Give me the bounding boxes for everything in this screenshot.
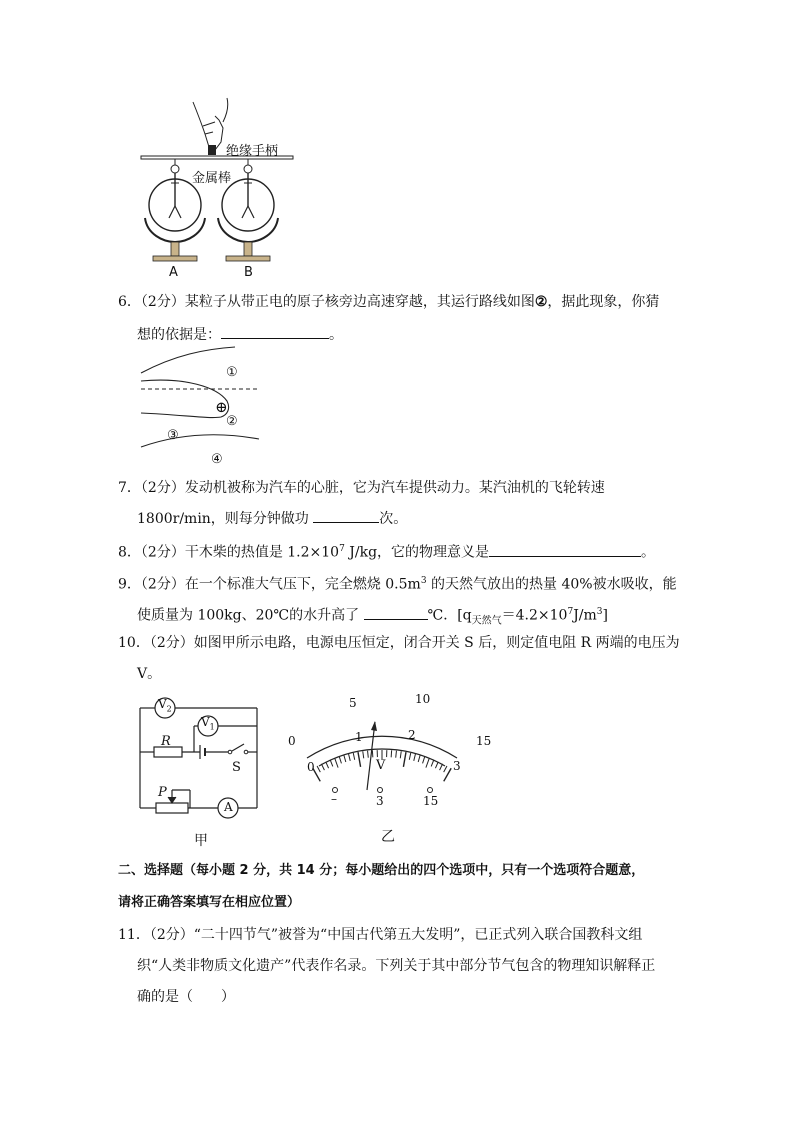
q10-line-2: V。 [137,666,162,682]
section-2-line-2: 请将正确答案填写在相应位置） [118,895,301,910]
nucleus-symbol: ⊕ [215,398,228,416]
dial-tick [339,757,341,764]
label-metal-rod: 金属棒 [192,171,232,186]
dial-inner-0: 0 [307,760,315,774]
q6-text-3: 想的依据是： [137,327,221,343]
q9-line-2c: ＝4.2×10 [501,607,568,624]
q9-line-2d: J/m [573,607,597,624]
q7-line-2a: 1800r/min，则每分钟做功 [137,511,309,527]
q9-line-2-sup2: 3 [596,607,603,617]
dial-tick [358,752,361,767]
question-11-line-3 [137,987,235,1007]
q9-line-2a: 使质量为 100kg、20℃的水升高了 [137,607,360,624]
q9-line-1b: 的天然气放出的热量 40%被水吸收，能 [426,576,677,593]
q8-answer-blank[interactable] [489,542,641,557]
ammeter-a-label: A [224,800,233,814]
dial-tick [363,751,364,758]
q8-text-b: J/kg，它的物理意义是 [344,544,490,561]
dial-outer-15: 15 [476,734,492,748]
terminal-negative-label: – [331,792,337,806]
q11-line-3: 确的是（ ） [137,989,235,1005]
question-8 [118,539,655,563]
q6-text-2: ，据此现象，你猜 [547,294,660,310]
dial-tick [353,753,354,760]
dial-tick [368,751,369,758]
q9-line-2e: ] [602,607,608,624]
dial-inner-2: 2 [408,728,416,742]
path-label-3: ③ [167,428,179,443]
dial-outer-10: 10 [415,692,431,706]
meter-caption: 乙 [381,829,395,845]
q7-line-1: 7．（2分）发动机被称为汽车的心脏，它为汽车提供动力。某汽油机的飞轮转速 [118,480,605,496]
q7-line-2b: 次。 [379,511,408,527]
q8-exponent: 7 [339,544,345,554]
electroscope-figure [135,92,305,287]
switch-s-label: S [232,760,241,775]
path-label-2: ② [226,414,238,429]
dial-outer-5: 5 [349,696,357,710]
q6-text-1: （2分）某粒子从带正电的原子核旁边高速穿越，其运行路线如图 [140,294,535,310]
path-label-1: ① [226,365,238,380]
path-label-4: ④ [211,452,223,467]
label-electroscope-b: B [244,265,253,280]
dial-unit-v: V [376,758,386,773]
dial-tick [400,751,401,758]
q9-answer-blank[interactable] [364,605,428,620]
resistor-r-label: R [161,734,171,749]
terminal-15-label: 15 [423,794,439,808]
q9-line-2-sup: 7 [567,607,574,617]
particle-path-figure [135,343,265,471]
question-6 [118,292,659,312]
q9-line-1a: 9．（2分）在一个标准大气压下，完全燃烧 0.5m [118,576,421,593]
dial-tick [414,754,416,761]
voltmeter-v1-label: $V_1$ [201,715,215,732]
rheostat-p-label: P [158,785,167,800]
question-10 [118,633,680,653]
q7-answer-blank[interactable] [313,508,379,523]
dial-inner-1: 1 [355,730,363,744]
q6-circled-2: ② [534,294,548,310]
dial-tick [409,753,410,760]
question-10-line-2 [137,664,161,684]
label-electroscope-a: A [169,265,178,280]
question-9-line-2 [137,602,608,631]
dial-tick [344,755,346,762]
dial-tick [335,758,338,767]
voltmeter-dial [285,690,500,810]
q9-line-1-sup: 3 [420,576,427,586]
q8-text-a: 8．（2分）干木柴的热值是 1.2×10 [118,544,340,561]
question-7 [118,478,605,498]
dial-tick [426,758,429,767]
section-2-heading [118,861,644,881]
terminal-3-label: 3 [376,794,384,808]
q6-number: 6． [118,294,141,310]
question-9 [118,571,677,595]
dial-tick [418,755,420,762]
dial-tick [444,766,447,772]
q11-line-1: 11．（2分）“二十四节气”被誉为“中国古代第五大发明”，已正式列入联合国教科文组 [118,927,643,943]
question-11-line-2 [137,956,655,976]
q8-text-c: 。 [641,544,656,561]
q11-line-2: 织“人类非物质文化遗产”代表作名录。下列关于其中部分节气包含的物理知识解释正 [137,958,656,974]
dial-tick [423,757,425,764]
dial-tick [396,751,397,758]
label-insulated-handle: 绝缘手柄 [226,144,279,159]
circuit-diagram [130,690,270,850]
dial-tick [403,752,406,767]
dial-tick [330,760,333,767]
question-7-line-2 [137,508,407,529]
q6-answer-blank[interactable] [221,324,329,339]
q9-line-2-sub: 天然气 [471,615,502,627]
voltmeter-v2-label: $V_2$ [158,697,172,714]
question-11 [118,925,642,945]
circuit-caption: 甲 [194,833,208,849]
dial-outer-0: 0 [288,734,296,748]
q9-line-2b: ℃．[q [427,607,472,624]
question-6-line-2 [137,324,343,345]
dial-tick [317,766,320,772]
q6-text-4: 。 [329,327,343,343]
dial-tick [431,760,434,767]
section-2-heading-line-2 [118,893,300,913]
q10-line-1: 10．（2分）如图甲所示电路，电源电压恒定，闭合开关 S 后，则定值电阻 R 两端的电压为 [118,635,680,651]
section-2-line-1: 二、选择题（每小题 2 分，共 14 分；每小题给出的四个选项中，只有一个选项符合题意， [118,863,645,878]
dial-inner-3: 3 [453,759,461,773]
dial-tick [349,754,351,761]
